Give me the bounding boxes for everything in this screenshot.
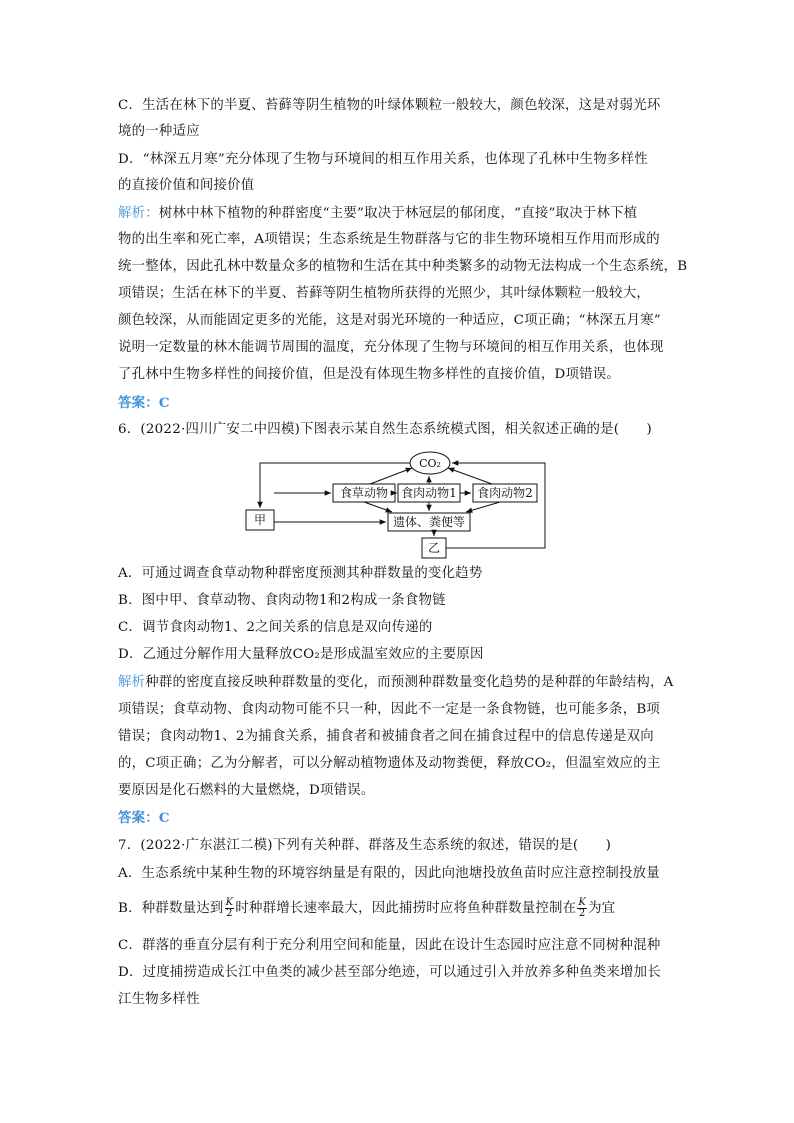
q6-answer: 答案：C xyxy=(118,810,170,826)
k-over-2-fraction xyxy=(225,898,235,919)
fraction-numerator: K xyxy=(225,897,234,908)
q6-analysis-line3: 错误；食肉动物1、2为捕食关系，捕食者和被捕食者之间在捕食过程中的信息传递是双向 xyxy=(118,729,654,744)
jia-label: 甲 xyxy=(253,513,267,527)
q6-option-a: A．可通过调查食草动物种群密度预测其种群数量的变化趋势 xyxy=(118,566,483,581)
carnivore1-label: 食肉动物1 xyxy=(401,486,457,500)
q6-analysis-line4: 的，C项正确；乙为分解者，可以分解动植物遗体及动物粪便，释放CO₂，但温室效应的主 xyxy=(118,756,661,771)
herbivore-label: 食草动物 xyxy=(339,486,389,500)
q5-option-d-line2: 的直接价值和间接价值 xyxy=(118,178,255,193)
q7-option-b-part1: B．种群数量达到 xyxy=(118,901,224,916)
arrow-yi-to-co2 xyxy=(446,463,545,548)
q5-option-c-line1: C．生活在林下的半夏、苔藓等阴生植物的叶绿体颗粒一般较大，颜色较深，这是对弱光环 xyxy=(118,98,661,113)
q6-analysis-line1 xyxy=(118,673,678,693)
q7-option-b-part3: 为宜 xyxy=(588,901,616,916)
co2-label: CO₂ xyxy=(419,457,441,470)
q5-analysis-label: 解析： xyxy=(118,206,159,221)
q6-analysis-label: 解析 xyxy=(118,675,146,690)
yi-label: 乙 xyxy=(427,541,441,555)
arrow-carnivore2-to-co2 xyxy=(448,468,492,484)
q7-option-b-part2: 时种群增长速率最大，因此捕捞时应将鱼种群数量控制在 xyxy=(235,901,577,916)
q6-option-b: B．图中甲、食草动物、食肉动物1和2构成一条食物链 xyxy=(118,593,446,608)
carnivore2-label: 食肉动物2 xyxy=(477,486,533,500)
q5-analysis-line1 xyxy=(118,204,678,224)
q7-option-d-line1: D．过度捕捞造成长江中鱼类的减少甚至部分绝迹，可以通过引入并放养多种鱼类来增加长 xyxy=(118,965,661,980)
q5-analysis-line6: 说明一定数量的林木能调节周围的温度，充分体现了生物与环境间的相互作用关系，也体现 xyxy=(118,340,664,355)
fraction-numerator: K xyxy=(578,897,587,908)
q5-analysis-line5: 颜色较深，从而能固定更多的光能，这是对弱光环境的一种适应，C项正确；“林深五月寒” xyxy=(118,313,662,328)
q7-option-c: C．群落的垂直分层有利于充分利用空间和能量，因此在设计生态园时应注意不同树种混种 xyxy=(118,938,661,953)
q6-option-c: C．调节食肉动物1、2之间关系的信息是双向传递的 xyxy=(118,620,433,635)
q6-stem: 6．(2022·四川广安二中四模)下图表示某自然生态系统模式图，相关叙述正确的是( ) xyxy=(118,422,653,437)
q5-analysis-line7: 了孔林中生物多样性的间接价值，但是没有体现生物多样性的直接价值，D项错误。 xyxy=(118,367,621,382)
q5-analysis-line4: 项错误；生活在林下的半夏、苔藓等阴生植物所获得的光照少，其叶绿体颗粒一般较大， xyxy=(118,286,650,301)
q5-analysis-line3: 统一整体，因此孔林中数量众多的植物和生活在其中种类繁多的动物无法构成一个生态系统，B xyxy=(118,259,688,274)
q5-option-d-line1: D．“林深五月寒”充分体现了生物与环境间的相互作用关系，也体现了孔林中生物多样性 xyxy=(118,152,648,167)
q6-analysis-text: 种群的密度直接反映种群数量的变化，而预测种群数量变化趋势的是种群的年龄结构，A xyxy=(145,675,674,690)
q7-stem: 7．(2022·广东湛江二模)下列有关种群、群落及生态系统的叙述，错误的是( ) xyxy=(118,838,612,853)
q5-answer: 答案：C xyxy=(118,395,170,411)
q7-option-d-line2: 江生物多样性 xyxy=(118,992,200,1007)
q5-analysis-text: 树林中林下植物的种群密度“主要”取决于林冠层的郁闭度，“直接”取决于林下植 xyxy=(158,206,638,221)
q6-analysis-line2: 项错误；食草动物、食肉动物可能不只一种，因此不一定是一条食物链，也可能多条，B项 xyxy=(118,702,661,717)
q6-analysis-line5: 要原因是化石燃料的大量燃烧，D项错误。 xyxy=(118,783,375,798)
ecosystem-diagram xyxy=(240,446,560,560)
fraction-denominator: 2 xyxy=(226,908,233,919)
q5-option-c-line2: 境的一种适应 xyxy=(118,124,200,139)
arrow-herbivore-to-remains xyxy=(364,502,392,512)
q6-option-d: D．乙通过分解作用大量释放CO₂是形成温室效应的主要原因 xyxy=(118,647,484,662)
arrow-carnivore2-to-remains xyxy=(466,502,500,512)
remains-label: 遗体、粪便等 xyxy=(392,515,466,529)
q5-analysis-line2: 物的出生率和死亡率，A项错误；生态系统是生物群落与它的非生物环境相互作用而形成的 xyxy=(118,232,660,247)
q7-option-b xyxy=(118,898,678,919)
q7-option-a: A．生态系统中某种生物的环境容纳量是有限的，因此向池塘投放鱼苗时应注意控制投放量 xyxy=(118,866,660,881)
fraction-denominator: 2 xyxy=(578,908,586,919)
arrow-herbivore-to-co2 xyxy=(370,468,412,484)
k-over-2-fraction xyxy=(577,898,587,919)
